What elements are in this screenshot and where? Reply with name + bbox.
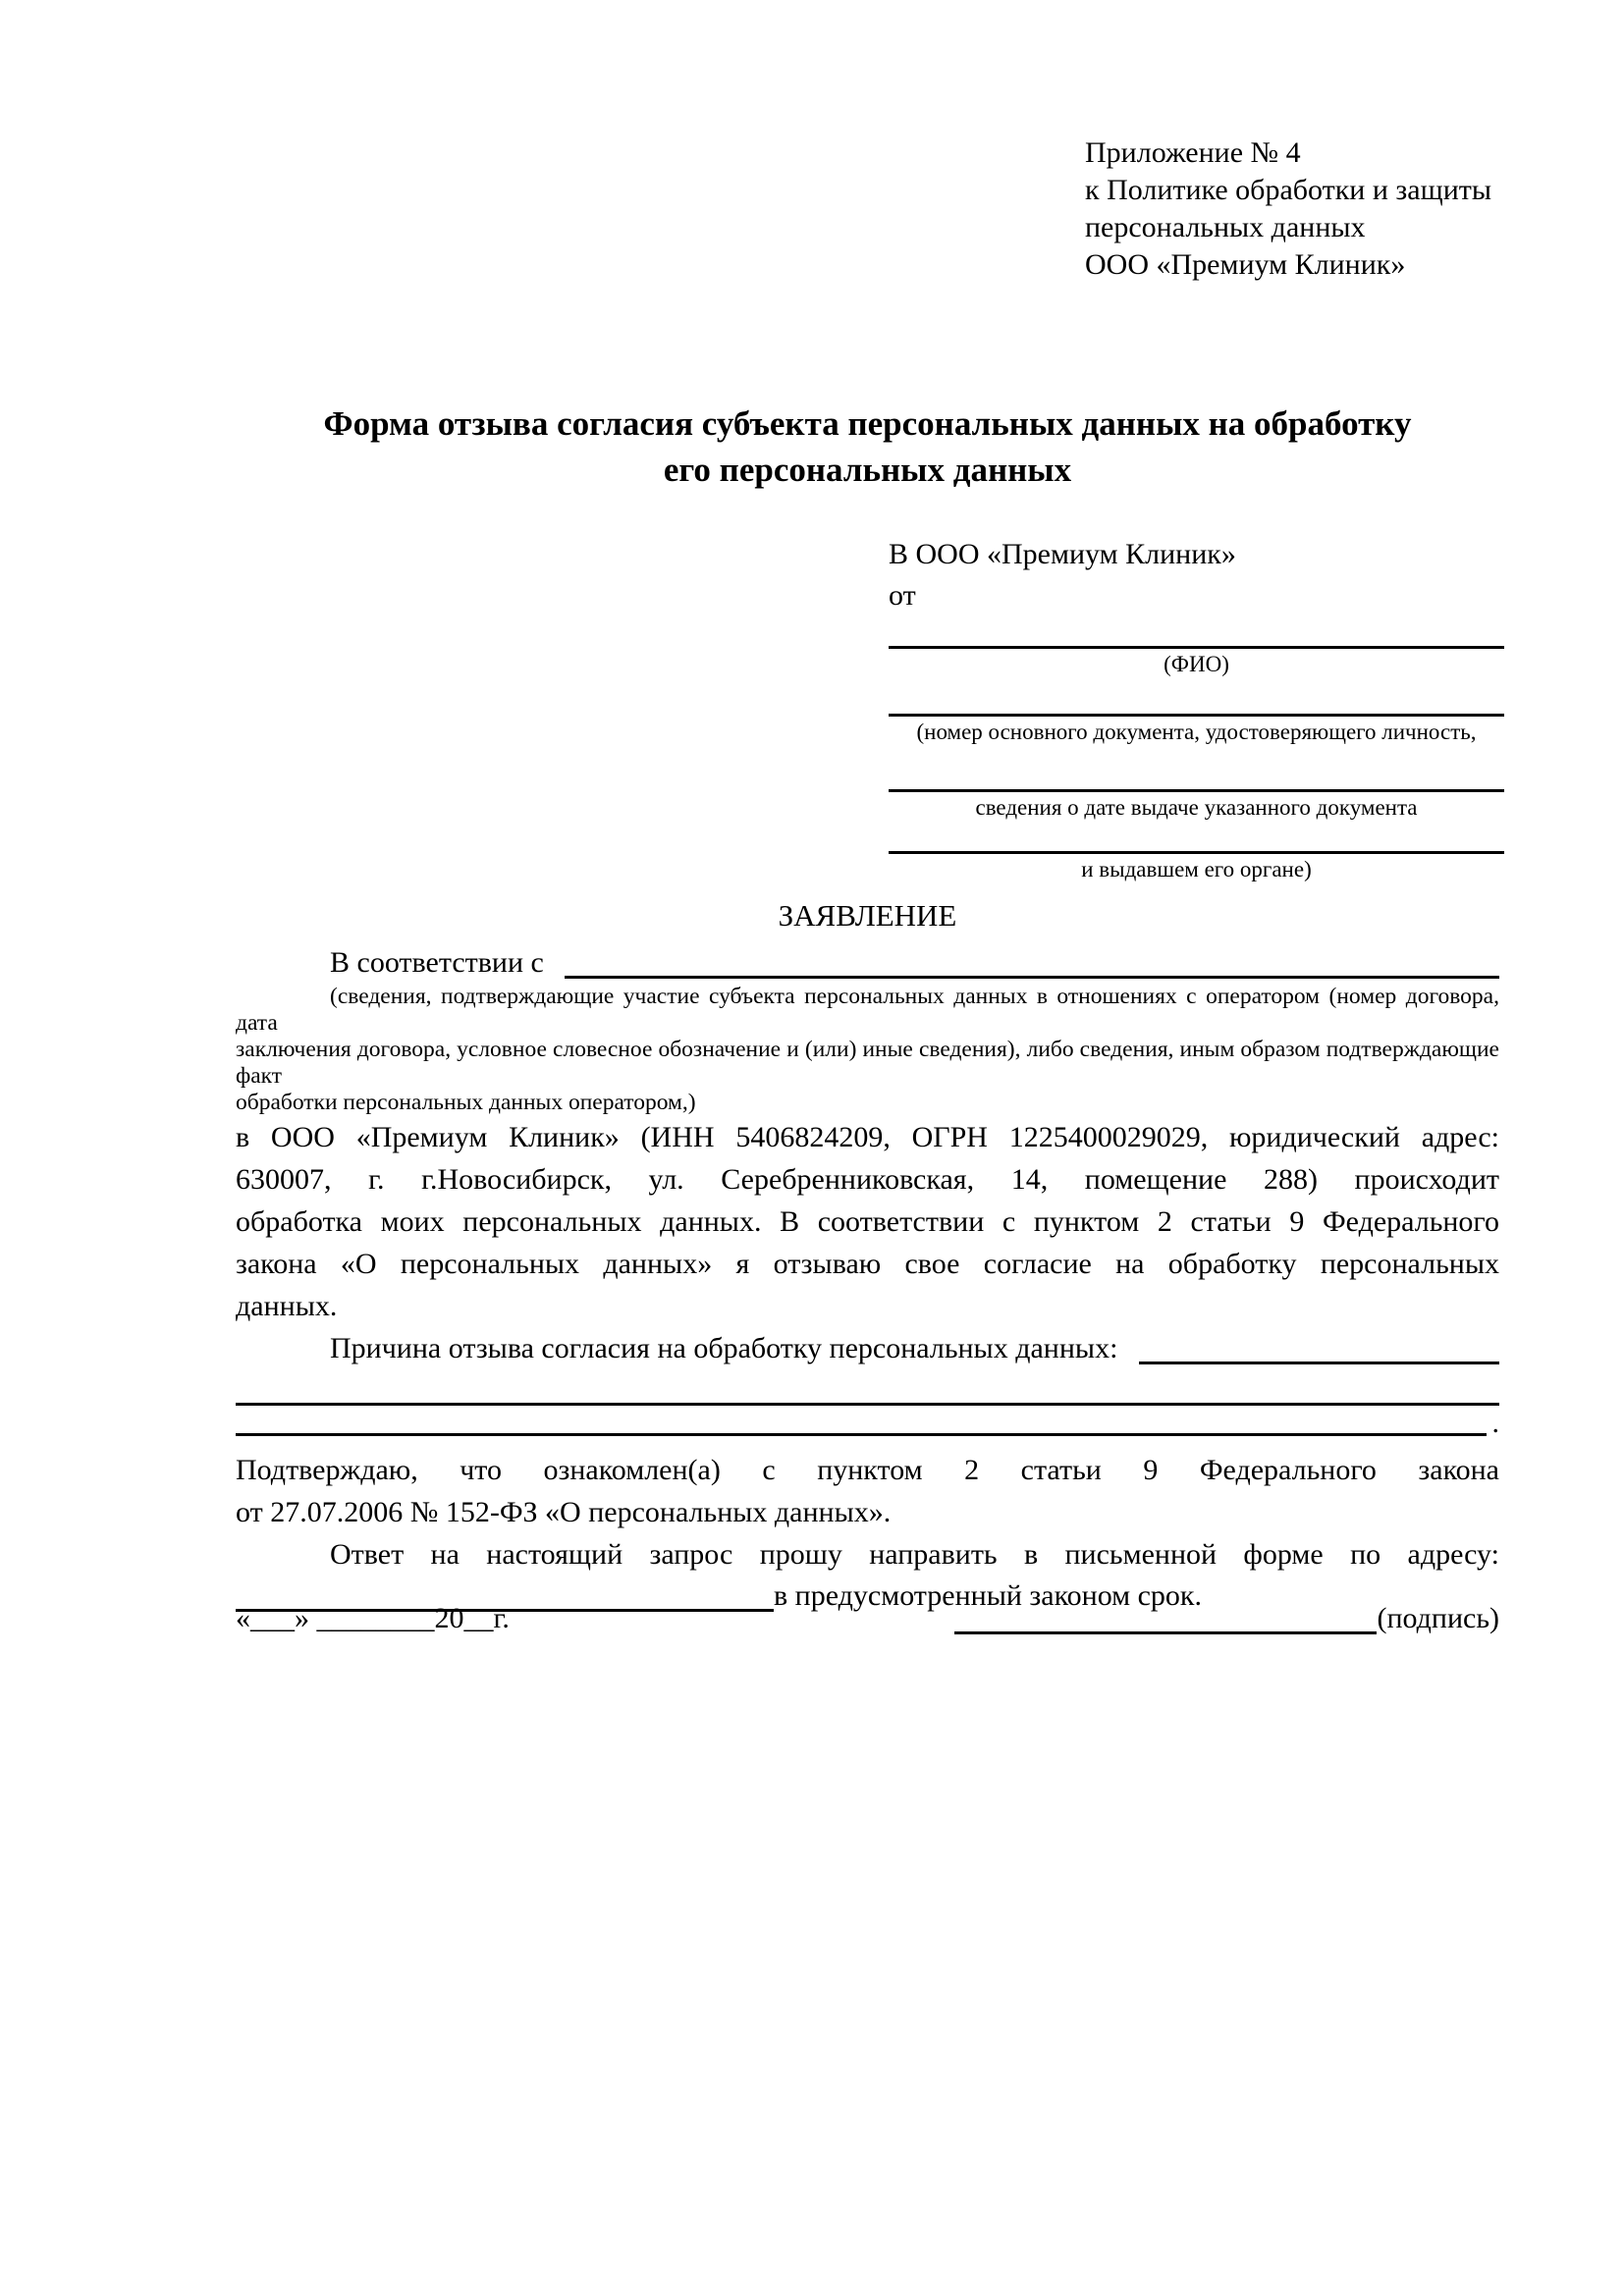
appendix-line-3: персональных данных	[1085, 211, 1366, 243]
appendix-line-1: Приложение № 4	[1085, 136, 1301, 169]
reason-label: Причина отзыва согласия на обработку персональных данных:	[330, 1332, 1125, 1364]
intro-blank-line	[565, 976, 1499, 979]
intro-note-line-2: заключения договора, условное словесное обозначение и (или) иные сведения), либо сведения, иным образом подтверждающие факт	[236, 1037, 1499, 1089]
title-line-2: его персональных данных	[663, 451, 1072, 489]
fio-blank-line	[889, 646, 1504, 678]
appendix-block	[1085, 134, 1517, 284]
statement-section	[236, 899, 1499, 1617]
confirm-line-1: Подтверждаю, что ознакомлен(а) с пунктом 2 статьи 9 Федерального закона	[236, 1454, 1499, 1486]
signature-block	[954, 1598, 1499, 1639]
intro-prefix: В соответствии с	[330, 946, 552, 979]
addressee-block	[889, 535, 1504, 883]
signature-line	[954, 1631, 1377, 1634]
issue-date-blank-line	[889, 789, 1504, 822]
reply-request-line: Ответ на настоящий запрос прошу направить в письменной форме по адресу:	[330, 1538, 1499, 1571]
document-number-caption: (номер основного документа, удостоверяющего личность,	[916, 720, 1477, 744]
date-blank: «___» ________20__г.	[236, 1602, 510, 1634]
reason-writing-line-2-rule	[236, 1433, 1487, 1436]
body-line-4: закона «О персональных данных» я отзываю свое согласие на обработку персональных	[236, 1248, 1499, 1280]
reply-suffix: в предусмотренный законом срок.	[774, 1579, 1202, 1612]
reason-row	[236, 1327, 1499, 1369]
statement-heading: ЗАЯВЛЕНИЕ	[778, 898, 957, 933]
intro-note-line-1: (сведения, подтверждающие участие субъекта персональных данных в отношениях с оператором (номер договора, дата	[236, 984, 1499, 1036]
issuing-authority-blank-line	[889, 851, 1504, 883]
addressee-to: В ООО «Премиум Клиник»	[889, 538, 1236, 570]
document-title	[236, 400, 1499, 493]
footer-row	[236, 1598, 1499, 1639]
body-line-5: данных.	[236, 1290, 338, 1322]
issue-date-caption: сведения о дате выдаче указанного документа	[975, 795, 1418, 820]
body-line-2: 630007, г. г.Новосибирск, ул. Серебренниковская, 14, помещение 288) происходит	[236, 1163, 1499, 1196]
issuing-authority-caption: и выдавшем его органе)	[1081, 857, 1312, 881]
statement-intro	[236, 942, 1499, 984]
body-line-1: в ООО «Премиум Клиник» (ИНН 5406824209, ОГРН 1225400029029, юридический адрес:	[236, 1121, 1499, 1153]
addressee-from: от	[889, 579, 916, 612]
sentence-period: .	[1491, 1407, 1499, 1439]
reason-writing-line-2	[236, 1406, 1499, 1441]
body-line-3: обработка моих персональных данных. В соответствии с пунктом 2 статьи 9 Федерального	[236, 1205, 1499, 1238]
title-line-1: Форма отзыва согласия субъекта персональных данных на обработку	[323, 404, 1412, 443]
confirm-line-2: от 27.07.2006 № 152-ФЗ «О персональных данных».	[236, 1496, 892, 1528]
appendix-line-2: к Политике обработки и защиты	[1085, 174, 1492, 206]
intro-note-line-3: обработки персональных данных оператором,)	[236, 1090, 696, 1115]
fio-caption: (ФИО)	[1164, 652, 1229, 676]
document-number-blank-line	[889, 714, 1504, 746]
appendix-line-4: ООО «Премиум Клиник»	[1085, 248, 1406, 281]
reason-blank-line	[1139, 1362, 1499, 1364]
signature-caption: (подпись)	[1377, 1602, 1499, 1634]
reason-writing-line-1	[236, 1377, 1499, 1406]
